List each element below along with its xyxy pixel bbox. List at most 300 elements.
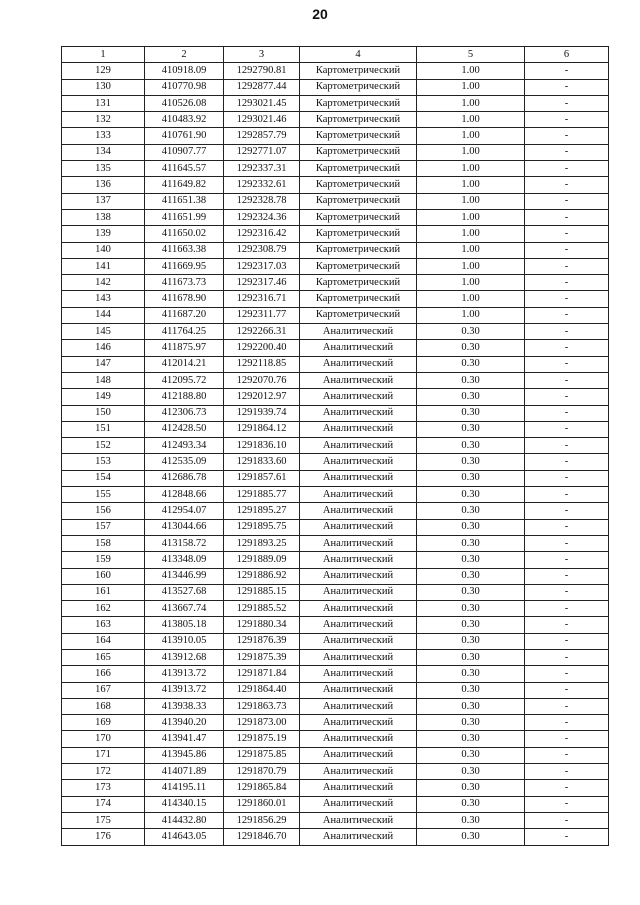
table-row (62, 682, 609, 698)
table-cell-col6: - (525, 438, 609, 454)
table-cell-col4: Картометрический (300, 242, 417, 258)
table-cell-col5: 1.00 (417, 144, 525, 160)
table-cell-col1: 170 (62, 731, 145, 747)
table-row (62, 79, 609, 95)
table-cell-col2: 412306.73 (145, 405, 224, 421)
table-cell-col1: 153 (62, 454, 145, 470)
table-cell-col2: 411645.57 (145, 161, 224, 177)
table-cell-col3: 1292771.07 (224, 144, 300, 160)
table-cell-col6: - (525, 144, 609, 160)
table-cell-col6: - (525, 503, 609, 519)
table-row (62, 226, 609, 242)
table-cell-col5: 0.30 (417, 438, 525, 454)
table-cell-col2: 413910.05 (145, 633, 224, 649)
table-cell-col5: 0.30 (417, 747, 525, 763)
table-row (62, 535, 609, 551)
table-cell-col1: 147 (62, 356, 145, 372)
table-cell-col6: - (525, 812, 609, 828)
table-row (62, 454, 609, 470)
table-cell-col5: 0.30 (417, 796, 525, 812)
table-row (62, 503, 609, 519)
table-row (62, 617, 609, 633)
table-cell-col3: 1292857.79 (224, 128, 300, 144)
table-cell-col2: 411669.95 (145, 258, 224, 274)
table-cell-col3: 1291846.70 (224, 829, 300, 845)
table-row (62, 177, 609, 193)
table-header-row (62, 47, 609, 63)
table-cell-col5: 1.00 (417, 63, 525, 79)
table-cell-col6: - (525, 209, 609, 225)
table-row (62, 780, 609, 796)
table-cell-col6: - (525, 535, 609, 551)
table-cell-col6: - (525, 584, 609, 600)
table-cell-col5: 0.30 (417, 649, 525, 665)
table-cell-col1: 136 (62, 177, 145, 193)
table-cell-col6: - (525, 698, 609, 714)
table-row (62, 470, 609, 486)
table-cell-col1: 173 (62, 780, 145, 796)
table-body (62, 47, 609, 846)
table-cell-col5: 0.30 (417, 764, 525, 780)
table-cell-col4: Аналитический (300, 698, 417, 714)
table-cell-col2: 413158.72 (145, 535, 224, 551)
table-cell-col3: 1291836.10 (224, 438, 300, 454)
table-cell-col1: 176 (62, 829, 145, 845)
table-cell-col5: 1.00 (417, 258, 525, 274)
table-cell-col3: 1291873.00 (224, 715, 300, 731)
table-cell-col4: Картометрический (300, 112, 417, 128)
table-cell-col5: 1.00 (417, 307, 525, 323)
table-cell-col1: 156 (62, 503, 145, 519)
table-cell-col5: 1.00 (417, 275, 525, 291)
table-cell-col2: 413938.33 (145, 698, 224, 714)
table-cell-col4: Аналитический (300, 389, 417, 405)
table-cell-col4: Аналитический (300, 552, 417, 568)
table-cell-col2: 410761.90 (145, 128, 224, 144)
table-cell-col2: 411875.97 (145, 340, 224, 356)
table-cell-col4: Аналитический (300, 421, 417, 437)
table-cell-col3: 1292324.36 (224, 209, 300, 225)
table-cell-col5: 1.00 (417, 95, 525, 111)
header-cell-2: 2 (145, 47, 224, 63)
table-cell-col1: 164 (62, 633, 145, 649)
table-cell-col4: Картометрический (300, 291, 417, 307)
table-row (62, 389, 609, 405)
table-cell-col4: Аналитический (300, 340, 417, 356)
table-cell-col2: 412095.72 (145, 372, 224, 388)
table-cell-col6: - (525, 128, 609, 144)
table-cell-col5: 0.30 (417, 829, 525, 845)
table-cell-col3: 1291875.19 (224, 731, 300, 747)
table-cell-col5: 0.30 (417, 552, 525, 568)
table-cell-col2: 412428.50 (145, 421, 224, 437)
table-cell-col1: 137 (62, 193, 145, 209)
table-cell-col4: Аналитический (300, 731, 417, 747)
table-row (62, 519, 609, 535)
table-cell-col4: Картометрический (300, 144, 417, 160)
table-cell-col4: Аналитический (300, 682, 417, 698)
table-cell-col2: 412014.21 (145, 356, 224, 372)
table-cell-col4: Аналитический (300, 519, 417, 535)
table-cell-col1: 134 (62, 144, 145, 160)
table-cell-col6: - (525, 307, 609, 323)
table-cell-col2: 410770.98 (145, 79, 224, 95)
header-cell-5: 5 (417, 47, 525, 63)
table-cell-col4: Аналитический (300, 372, 417, 388)
table-cell-col3: 1292332.61 (224, 177, 300, 193)
table-cell-col4: Аналитический (300, 356, 417, 372)
table-cell-col1: 148 (62, 372, 145, 388)
table-cell-col5: 1.00 (417, 161, 525, 177)
table-cell-col5: 0.30 (417, 731, 525, 747)
table-cell-col6: - (525, 649, 609, 665)
table-cell-col5: 0.30 (417, 780, 525, 796)
table-cell-col6: - (525, 454, 609, 470)
table-cell-col3: 1292877.44 (224, 79, 300, 95)
table-cell-col4: Картометрический (300, 161, 417, 177)
table-row (62, 421, 609, 437)
table-cell-col1: 161 (62, 584, 145, 600)
table-cell-col1: 140 (62, 242, 145, 258)
header-cell-6: 6 (525, 47, 609, 63)
table-cell-col5: 0.30 (417, 535, 525, 551)
table-cell-col4: Картометрический (300, 226, 417, 242)
table-cell-col5: 1.00 (417, 209, 525, 225)
table-cell-col4: Аналитический (300, 324, 417, 340)
table-cell-col1: 163 (62, 617, 145, 633)
table-cell-col2: 413913.72 (145, 682, 224, 698)
table-cell-col4: Аналитический (300, 666, 417, 682)
table-cell-col6: - (525, 258, 609, 274)
table-cell-col2: 412535.09 (145, 454, 224, 470)
table-cell-col4: Аналитический (300, 535, 417, 551)
table-cell-col5: 1.00 (417, 128, 525, 144)
table-cell-col6: - (525, 421, 609, 437)
table-cell-col1: 145 (62, 324, 145, 340)
table-cell-col3: 1291893.25 (224, 535, 300, 551)
table-cell-col3: 1291880.34 (224, 617, 300, 633)
table-cell-col5: 1.00 (417, 242, 525, 258)
table-cell-col2: 411651.99 (145, 209, 224, 225)
table-row (62, 568, 609, 584)
table-row (62, 649, 609, 665)
table-cell-col1: 154 (62, 470, 145, 486)
table-cell-col2: 410483.92 (145, 112, 224, 128)
table-cell-col1: 157 (62, 519, 145, 535)
table-cell-col3: 1291876.39 (224, 633, 300, 649)
table-row (62, 356, 609, 372)
table-cell-col1: 166 (62, 666, 145, 682)
table-cell-col1: 138 (62, 209, 145, 225)
table-cell-col6: - (525, 796, 609, 812)
table-row (62, 829, 609, 845)
table-cell-col6: - (525, 519, 609, 535)
table-cell-col4: Картометрический (300, 177, 417, 193)
table-row (62, 161, 609, 177)
table-cell-col6: - (525, 568, 609, 584)
table-cell-col5: 0.30 (417, 519, 525, 535)
table-cell-col3: 1291895.27 (224, 503, 300, 519)
table-row (62, 812, 609, 828)
table-cell-col4: Картометрический (300, 63, 417, 79)
table-cell-col2: 413527.68 (145, 584, 224, 600)
table-cell-col6: - (525, 470, 609, 486)
table-cell-col5: 0.30 (417, 666, 525, 682)
table-cell-col3: 1291864.12 (224, 421, 300, 437)
table-cell-col1: 172 (62, 764, 145, 780)
table-row (62, 95, 609, 111)
table-row (62, 633, 609, 649)
table-cell-col5: 0.30 (417, 405, 525, 421)
table-cell-col2: 413913.72 (145, 666, 224, 682)
table-cell-col3: 1293021.46 (224, 112, 300, 128)
table-cell-col2: 414432.80 (145, 812, 224, 828)
table-cell-col6: - (525, 666, 609, 682)
table-cell-col6: - (525, 112, 609, 128)
table-cell-col4: Аналитический (300, 601, 417, 617)
table-cell-col2: 414643.05 (145, 829, 224, 845)
table-cell-col1: 135 (62, 161, 145, 177)
page-number: 20 (312, 6, 328, 22)
table-row (62, 307, 609, 323)
table-cell-col4: Картометрический (300, 128, 417, 144)
table-cell-col6: - (525, 275, 609, 291)
table-cell-col1: 129 (62, 63, 145, 79)
table-cell-col4: Аналитический (300, 470, 417, 486)
table-cell-col3: 1291886.92 (224, 568, 300, 584)
table-cell-col6: - (525, 731, 609, 747)
table-cell-col3: 1291885.77 (224, 487, 300, 503)
table-cell-col3: 1292266.31 (224, 324, 300, 340)
table-cell-col6: - (525, 389, 609, 405)
table-cell-col2: 412188.80 (145, 389, 224, 405)
table-cell-col1: 174 (62, 796, 145, 812)
table-cell-col4: Аналитический (300, 747, 417, 763)
table-cell-col5: 0.30 (417, 812, 525, 828)
table-cell-col6: - (525, 63, 609, 79)
table-cell-col4: Аналитический (300, 584, 417, 600)
table-cell-col2: 413044.66 (145, 519, 224, 535)
table-row (62, 340, 609, 356)
table-cell-col3: 1291885.52 (224, 601, 300, 617)
table-cell-col4: Аналитический (300, 649, 417, 665)
table-cell-col3: 1291870.79 (224, 764, 300, 780)
table-row (62, 601, 609, 617)
table-cell-col1: 175 (62, 812, 145, 828)
table-row (62, 144, 609, 160)
table-cell-col6: - (525, 715, 609, 731)
table-cell-col1: 146 (62, 340, 145, 356)
table-cell-col3: 1291871.84 (224, 666, 300, 682)
table-cell-col3: 1291885.15 (224, 584, 300, 600)
table-row (62, 324, 609, 340)
table-row (62, 698, 609, 714)
table-cell-col2: 411651.38 (145, 193, 224, 209)
table-cell-col1: 142 (62, 275, 145, 291)
table-cell-col3: 1291875.85 (224, 747, 300, 763)
table-cell-col5: 0.30 (417, 454, 525, 470)
table-cell-col5: 1.00 (417, 177, 525, 193)
table-cell-col2: 410526.08 (145, 95, 224, 111)
table-row (62, 193, 609, 209)
table-cell-col4: Картометрический (300, 79, 417, 95)
table-cell-col4: Аналитический (300, 829, 417, 845)
table-cell-col3: 1292328.78 (224, 193, 300, 209)
table-row (62, 258, 609, 274)
table-cell-col4: Аналитический (300, 487, 417, 503)
table-cell-col5: 0.30 (417, 633, 525, 649)
table-cell-col1: 130 (62, 79, 145, 95)
table-cell-col6: - (525, 340, 609, 356)
table-cell-col5: 0.30 (417, 715, 525, 731)
table-row (62, 63, 609, 79)
table-cell-col5: 0.30 (417, 584, 525, 600)
table-cell-col6: - (525, 177, 609, 193)
coordinates-table (61, 46, 609, 846)
table-cell-col3: 1292118.85 (224, 356, 300, 372)
table-row (62, 552, 609, 568)
table-cell-col5: 0.30 (417, 470, 525, 486)
table-cell-col1: 150 (62, 405, 145, 421)
table-row (62, 275, 609, 291)
table-cell-col5: 0.30 (417, 601, 525, 617)
table-cell-col5: 0.30 (417, 356, 525, 372)
table-row (62, 715, 609, 731)
table-cell-col6: - (525, 242, 609, 258)
table-row (62, 487, 609, 503)
table-cell-col4: Картометрический (300, 193, 417, 209)
table-cell-col5: 0.30 (417, 389, 525, 405)
table-cell-col2: 413446.99 (145, 568, 224, 584)
table-cell-col3: 1292317.03 (224, 258, 300, 274)
table-cell-col3: 1292200.40 (224, 340, 300, 356)
table-cell-col2: 411649.82 (145, 177, 224, 193)
table-cell-col4: Картометрический (300, 275, 417, 291)
table-cell-col2: 411678.90 (145, 291, 224, 307)
table-cell-col5: 0.30 (417, 372, 525, 388)
table-cell-col3: 1292012.97 (224, 389, 300, 405)
table-cell-col4: Аналитический (300, 764, 417, 780)
table-cell-col2: 413941.47 (145, 731, 224, 747)
table-cell-col3: 1291864.40 (224, 682, 300, 698)
table-cell-col6: - (525, 324, 609, 340)
table-row (62, 405, 609, 421)
table-cell-col6: - (525, 682, 609, 698)
table-cell-col3: 1291857.61 (224, 470, 300, 486)
table-cell-col4: Аналитический (300, 780, 417, 796)
table-cell-col2: 410907.77 (145, 144, 224, 160)
table-cell-col4: Аналитический (300, 568, 417, 584)
table-cell-col6: - (525, 95, 609, 111)
table-cell-col1: 162 (62, 601, 145, 617)
table-cell-col1: 159 (62, 552, 145, 568)
table-cell-col6: - (525, 552, 609, 568)
table-cell-col3: 1292317.46 (224, 275, 300, 291)
table-cell-col2: 411663.38 (145, 242, 224, 258)
table-cell-col2: 412848.66 (145, 487, 224, 503)
table-cell-col6: - (525, 356, 609, 372)
table-cell-col1: 167 (62, 682, 145, 698)
table-cell-col5: 1.00 (417, 112, 525, 128)
table-cell-col3: 1292316.71 (224, 291, 300, 307)
table-row (62, 584, 609, 600)
table-cell-col3: 1291865.84 (224, 780, 300, 796)
table-cell-col1: 143 (62, 291, 145, 307)
table-cell-col4: Аналитический (300, 438, 417, 454)
table-cell-col5: 0.30 (417, 568, 525, 584)
table-cell-col3: 1291895.75 (224, 519, 300, 535)
table-cell-col1: 133 (62, 128, 145, 144)
table-cell-col4: Аналитический (300, 715, 417, 731)
table-cell-col5: 0.30 (417, 340, 525, 356)
table-cell-col2: 414340.15 (145, 796, 224, 812)
table-cell-col2: 411673.73 (145, 275, 224, 291)
table-cell-col2: 412954.07 (145, 503, 224, 519)
table-cell-col1: 171 (62, 747, 145, 763)
table-row (62, 666, 609, 682)
table-cell-col6: - (525, 487, 609, 503)
table-cell-col5: 0.30 (417, 324, 525, 340)
table-row (62, 112, 609, 128)
table-cell-col1: 168 (62, 698, 145, 714)
table-cell-col4: Аналитический (300, 454, 417, 470)
table-cell-col1: 151 (62, 421, 145, 437)
table-cell-col6: - (525, 764, 609, 780)
table-cell-col3: 1291889.09 (224, 552, 300, 568)
table-row (62, 796, 609, 812)
table-row (62, 438, 609, 454)
table-cell-col6: - (525, 226, 609, 242)
table-cell-col6: - (525, 161, 609, 177)
table-cell-col1: 155 (62, 487, 145, 503)
table-cell-col3: 1292070.76 (224, 372, 300, 388)
table-cell-col5: 1.00 (417, 226, 525, 242)
table-cell-col5: 1.00 (417, 291, 525, 307)
table-cell-col5: 0.30 (417, 682, 525, 698)
table-cell-col1: 152 (62, 438, 145, 454)
table-cell-col6: - (525, 747, 609, 763)
table-cell-col2: 413940.20 (145, 715, 224, 731)
table-cell-col2: 414071.89 (145, 764, 224, 780)
table-cell-col5: 0.30 (417, 503, 525, 519)
table-cell-col6: - (525, 405, 609, 421)
table-cell-col2: 411764.25 (145, 324, 224, 340)
table-cell-col4: Аналитический (300, 503, 417, 519)
table-cell-col3: 1291863.73 (224, 698, 300, 714)
table-cell-col3: 1291875.39 (224, 649, 300, 665)
table-cell-col5: 0.30 (417, 617, 525, 633)
table-cell-col1: 158 (62, 535, 145, 551)
table-cell-col6: - (525, 829, 609, 845)
table-cell-col6: - (525, 372, 609, 388)
table-cell-col5: 0.30 (417, 487, 525, 503)
table-cell-col2: 411687.20 (145, 307, 224, 323)
table-cell-col3: 1292316.42 (224, 226, 300, 242)
table-cell-col1: 131 (62, 95, 145, 111)
table-cell-col2: 410918.09 (145, 63, 224, 79)
table-cell-col5: 1.00 (417, 193, 525, 209)
table-row (62, 372, 609, 388)
table-cell-col6: - (525, 79, 609, 95)
table-cell-col4: Картометрический (300, 95, 417, 111)
table-cell-col6: - (525, 780, 609, 796)
table-cell-col1: 169 (62, 715, 145, 731)
table-cell-col4: Картометрический (300, 307, 417, 323)
table-row (62, 291, 609, 307)
table-cell-col1: 132 (62, 112, 145, 128)
header-cell-3: 3 (224, 47, 300, 63)
table-row (62, 209, 609, 225)
